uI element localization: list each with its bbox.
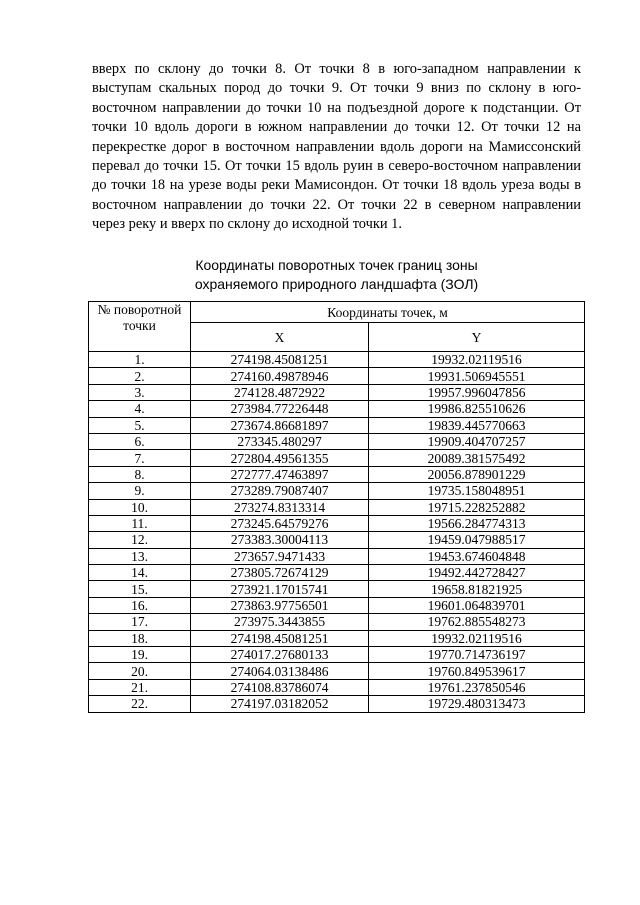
table-row (89, 499, 585, 515)
table-caption-line-2: охраняемого природного ландшафта (ЗОЛ) (194, 276, 479, 292)
y-coordinate-cell: 19761.237850546 (369, 679, 585, 695)
y-coordinate-cell: 19931.506945551 (369, 368, 585, 384)
y-coordinate-cell: 19459.047988517 (369, 532, 585, 548)
y-coordinate-cell: 19770.714736197 (369, 647, 585, 663)
table-row (89, 433, 585, 449)
x-coordinate-cell: 273345.480297 (191, 433, 369, 449)
point-number-cell: 13. (89, 548, 191, 564)
x-coordinate-cell: 273975.3443855 (191, 614, 369, 630)
x-coordinate-cell: 273289.79087407 (191, 483, 369, 499)
header-y: Y (369, 323, 585, 352)
table-row (89, 401, 585, 417)
table-row (89, 515, 585, 531)
x-coordinate-cell: 273805.72674129 (191, 565, 369, 581)
x-coordinate-cell: 273863.97756501 (191, 597, 369, 613)
x-coordinate-cell: 274198.45081251 (191, 630, 369, 646)
point-number-cell: 12. (89, 532, 191, 548)
y-coordinate-cell: 19601.064839701 (369, 597, 585, 613)
table-row (89, 647, 585, 663)
x-coordinate-cell: 273921.17015741 (191, 581, 369, 597)
point-number-cell: 16. (89, 597, 191, 613)
y-coordinate-cell: 19566.284774313 (369, 515, 585, 531)
point-number-cell: 15. (89, 581, 191, 597)
table-row (89, 565, 585, 581)
x-coordinate-cell: 273383.30004113 (191, 532, 369, 548)
table-caption-line-1: Координаты поворотных точек границ зоны (195, 257, 478, 273)
y-coordinate-cell: 20056.878901229 (369, 466, 585, 482)
table-row (89, 532, 585, 548)
x-coordinate-cell: 273657.9471433 (191, 548, 369, 564)
coordinates-table-body (89, 352, 585, 713)
table-row (89, 368, 585, 384)
x-coordinate-cell: 273674.86681897 (191, 417, 369, 433)
x-coordinate-cell: 274064.03138486 (191, 663, 369, 679)
x-coordinate-cell: 273245.64579276 (191, 515, 369, 531)
point-number-cell: 18. (89, 630, 191, 646)
y-coordinate-cell: 19932.02119516 (369, 630, 585, 646)
table-row (89, 597, 585, 613)
table-row (89, 450, 585, 466)
table-caption (92, 256, 581, 294)
point-number-cell: 22. (89, 696, 191, 712)
x-coordinate-cell: 274198.45081251 (191, 352, 369, 368)
x-coordinate-cell: 274108.83786074 (191, 679, 369, 695)
table-row (89, 581, 585, 597)
table-row (89, 548, 585, 564)
y-coordinate-cell: 19492.442728427 (369, 565, 585, 581)
y-coordinate-cell: 19658.81821925 (369, 581, 585, 597)
y-coordinate-cell: 19762.885548273 (369, 614, 585, 630)
point-number-cell: 5. (89, 417, 191, 433)
point-number-cell: 21. (89, 679, 191, 695)
point-number-cell: 19. (89, 647, 191, 663)
table-row (89, 483, 585, 499)
point-number-cell: 8. (89, 466, 191, 482)
y-coordinate-cell: 19715.228252882 (369, 499, 585, 515)
point-number-cell: 2. (89, 368, 191, 384)
y-coordinate-cell: 19932.02119516 (369, 352, 585, 368)
y-coordinate-cell: 19760.849539617 (369, 663, 585, 679)
x-coordinate-cell: 272777.47463897 (191, 466, 369, 482)
point-number-cell: 6. (89, 433, 191, 449)
x-coordinate-cell: 273984.77226448 (191, 401, 369, 417)
y-coordinate-cell: 19839.445770663 (369, 417, 585, 433)
table-row (89, 614, 585, 630)
y-coordinate-cell: 19909.404707257 (369, 433, 585, 449)
table-row (89, 696, 585, 712)
table-row (89, 417, 585, 433)
point-number-cell: 14. (89, 565, 191, 581)
point-number-cell: 3. (89, 384, 191, 400)
table-row (89, 630, 585, 646)
point-number-cell: 17. (89, 614, 191, 630)
table-row (89, 466, 585, 482)
point-number-cell: 20. (89, 663, 191, 679)
point-number-cell: 11. (89, 515, 191, 531)
y-coordinate-cell: 19735.158048951 (369, 483, 585, 499)
header-x: X (191, 323, 369, 352)
x-coordinate-cell: 274017.27680133 (191, 647, 369, 663)
y-coordinate-cell: 20089.381575492 (369, 450, 585, 466)
x-coordinate-cell: 274160.49878946 (191, 368, 369, 384)
table-row (89, 384, 585, 400)
point-number-cell: 10. (89, 499, 191, 515)
y-coordinate-cell: 19729.480313473 (369, 696, 585, 712)
table-row (89, 679, 585, 695)
y-coordinate-cell: 19453.674604848 (369, 548, 585, 564)
boundary-description-paragraph: вверх по склону до точки 8. От точки 8 в юго-западном направлении к выступам скальных пород до точки 9. От точки 9 вниз по склону в юго-восточном направлении до точки 10 на подъездной дороге к подстанции. От точки 10 вдоль дороги в южном направлении до точки 12. От точки 12 на перекрестке дорог в восточном направлении вдоль дороги на Мамиссонский перевал до точки 15. От точки 15 вдоль руин в северо-восточном направлении до точки 18 на урезе воды реки Мамисондон. От точки 18 вдоль уреза воды в восточном направлении до точки 22. От точки 22 в северном направлении через реку и вверх по склону до исходной точки 1. (92, 61, 581, 233)
point-number-cell: 4. (89, 401, 191, 417)
y-coordinate-cell: 19986.825510626 (369, 401, 585, 417)
header-point-number: № поворотной точки (89, 302, 191, 352)
x-coordinate-cell: 273274.8313314 (191, 499, 369, 515)
x-coordinate-cell: 272804.49561355 (191, 450, 369, 466)
point-number-cell: 1. (89, 352, 191, 368)
table-row (89, 352, 585, 368)
x-coordinate-cell: 274128.4872922 (191, 384, 369, 400)
y-coordinate-cell: 19957.996047856 (369, 384, 585, 400)
coordinates-table (88, 301, 585, 713)
point-number-cell: 9. (89, 483, 191, 499)
table-row (89, 663, 585, 679)
point-number-cell: 7. (89, 450, 191, 466)
x-coordinate-cell: 274197.03182052 (191, 696, 369, 712)
header-coordinates: Координаты точек, м (191, 302, 585, 323)
